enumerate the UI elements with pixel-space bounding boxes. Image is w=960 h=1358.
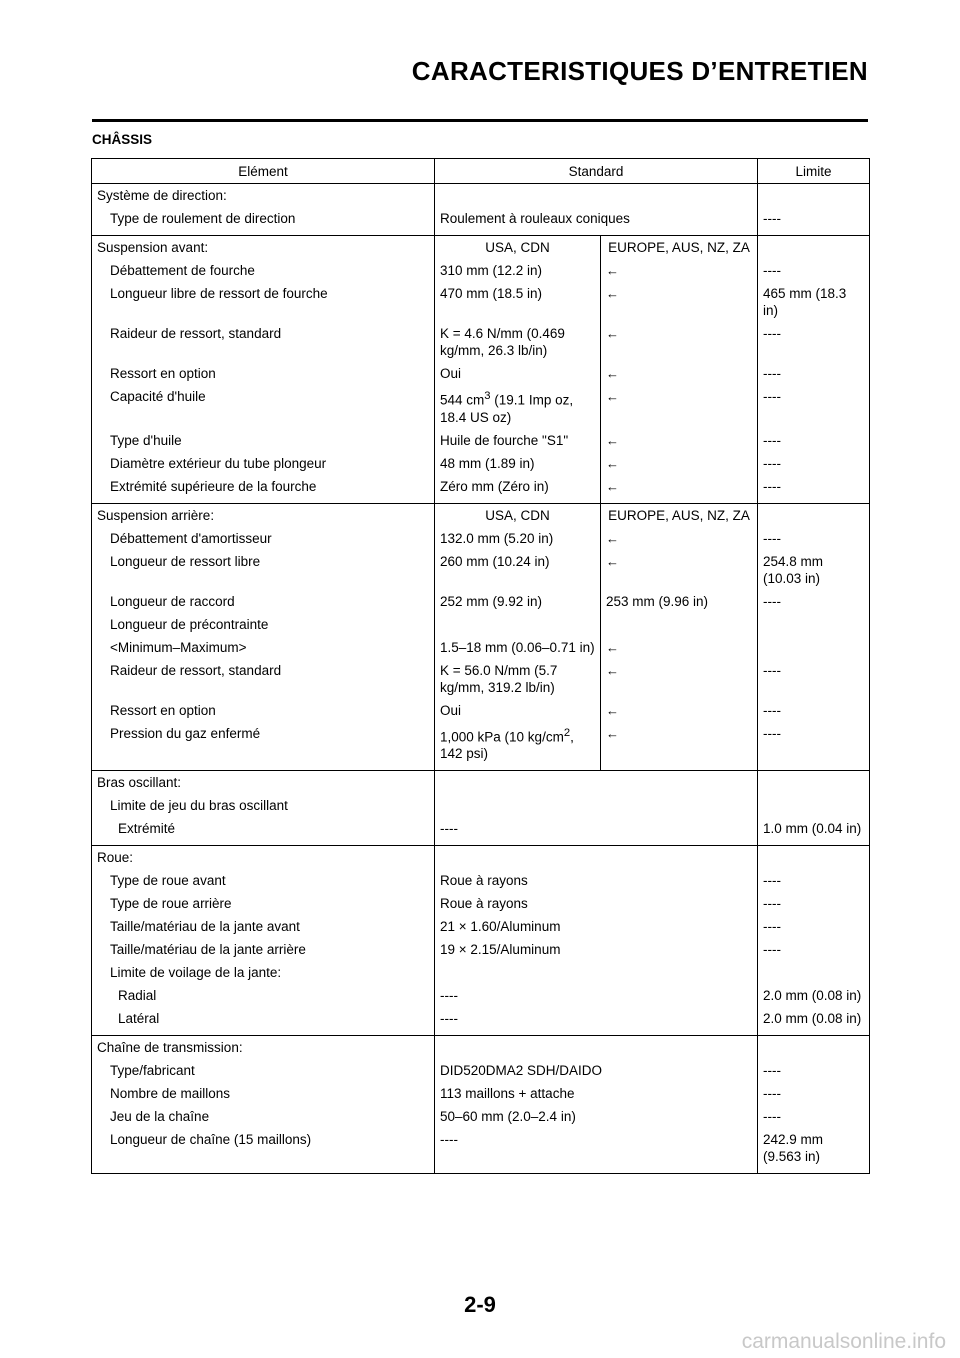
row-limit: ---- bbox=[758, 869, 870, 892]
table-row bbox=[92, 961, 870, 984]
row-limit: 2.0 mm (0.08 in) bbox=[758, 1007, 870, 1036]
row-label: Capacité d'huile bbox=[92, 385, 435, 429]
row-value-b: ← bbox=[601, 322, 758, 362]
row-label: Longueur de ressort libre bbox=[92, 550, 435, 590]
row-limit: 1.0 mm (0.04 in) bbox=[758, 817, 870, 846]
row-value-b: ← bbox=[601, 282, 758, 322]
row-value: ---- bbox=[435, 984, 758, 1007]
row-value-b: ← bbox=[601, 259, 758, 282]
row-value: Roue à rayons bbox=[435, 869, 758, 892]
row-value: 19 × 2.15/Aluminum bbox=[435, 938, 758, 961]
row-value: Roulement à rouleaux coniques bbox=[435, 207, 758, 236]
table-row bbox=[92, 385, 870, 429]
row-value-b: ← bbox=[601, 699, 758, 722]
row-value: Roue à rayons bbox=[435, 892, 758, 915]
row-label: Limite de jeu du bras oscillant bbox=[92, 794, 435, 817]
row-value-a: 310 mm (12.2 in) bbox=[435, 259, 601, 282]
row-value-b: ← bbox=[601, 475, 758, 504]
header-limit: Limite bbox=[758, 159, 870, 184]
table-row bbox=[92, 892, 870, 915]
group-wheel: Roue: bbox=[92, 846, 435, 870]
row-label: Latéral bbox=[92, 1007, 435, 1036]
table-row bbox=[92, 869, 870, 892]
row-value-b bbox=[601, 613, 758, 636]
row-label: Ressort en option bbox=[92, 699, 435, 722]
row-value-a bbox=[435, 613, 601, 636]
row-value-a: K = 4.6 N/mm (0.469 kg/mm, 26.3 lb/in) bbox=[435, 322, 601, 362]
row-limit: 242.9 mm (9.563 in) bbox=[758, 1128, 870, 1174]
row-label: Extrémité supérieure de la fourche bbox=[92, 475, 435, 504]
value-text: 544 cm bbox=[440, 392, 485, 408]
row-limit bbox=[758, 636, 870, 659]
row-label: Taille/matériau de la jante arrière bbox=[92, 938, 435, 961]
row-limit: ---- bbox=[758, 527, 870, 550]
row-value-b: 253 mm (9.96 in) bbox=[601, 590, 758, 613]
row-value-a: 470 mm (18.5 in) bbox=[435, 282, 601, 322]
row-value: ---- bbox=[435, 1007, 758, 1036]
table-row bbox=[92, 1059, 870, 1082]
row-value: ---- bbox=[435, 817, 758, 846]
row-value: 21 × 1.60/Aluminum bbox=[435, 915, 758, 938]
table-row bbox=[92, 1105, 870, 1128]
table-row bbox=[92, 699, 870, 722]
row-label: Taille/matériau de la jante avant bbox=[92, 915, 435, 938]
value-superscript: 2 bbox=[563, 726, 571, 739]
row-label: Type d'huile bbox=[92, 429, 435, 452]
table-row bbox=[92, 362, 870, 385]
group-swingarm: Bras oscillant: bbox=[92, 771, 435, 795]
table-row bbox=[92, 915, 870, 938]
row-value: DID520DMA2 SDH/DAIDO bbox=[435, 1059, 758, 1082]
col-usa-cdn: USA, CDN bbox=[435, 503, 601, 527]
row-value-a bbox=[435, 722, 601, 771]
table-row bbox=[92, 207, 870, 236]
row-limit: ---- bbox=[758, 385, 870, 429]
row-label: Jeu de la chaîne bbox=[92, 1105, 435, 1128]
row-limit: ---- bbox=[758, 475, 870, 504]
col-usa-cdn: USA, CDN bbox=[435, 236, 601, 260]
table-row bbox=[92, 550, 870, 590]
row-value-a: 132.0 mm (5.20 in) bbox=[435, 527, 601, 550]
row-label: Radial bbox=[92, 984, 435, 1007]
row-limit: ---- bbox=[758, 322, 870, 362]
row-value-b: ← bbox=[601, 636, 758, 659]
row-value: ---- bbox=[435, 1128, 758, 1174]
row-label: Raideur de ressort, standard bbox=[92, 659, 435, 699]
table-row bbox=[92, 984, 870, 1007]
row-label: <Minimum–Maximum> bbox=[92, 636, 435, 659]
row-label: Nombre de maillons bbox=[92, 1082, 435, 1105]
row-value-a: Huile de fourche "S1" bbox=[435, 429, 601, 452]
row-label: Extrémité bbox=[92, 817, 435, 846]
header-element: Elément bbox=[92, 159, 435, 184]
row-value-b: ← bbox=[601, 385, 758, 429]
table-row bbox=[92, 429, 870, 452]
table-row bbox=[92, 659, 870, 699]
row-value-b: ← bbox=[601, 362, 758, 385]
row-value-a: Oui bbox=[435, 362, 601, 385]
row-limit: ---- bbox=[758, 1105, 870, 1128]
table-row bbox=[92, 636, 870, 659]
row-label: Longueur libre de ressort de fourche bbox=[92, 282, 435, 322]
row-limit: ---- bbox=[758, 259, 870, 282]
watermark-text: carmanualsonline.info bbox=[741, 1330, 946, 1353]
row-value-b: ← bbox=[601, 659, 758, 699]
value-text: 1,000 kPa (10 kg/cm bbox=[440, 729, 564, 744]
row-value-a bbox=[435, 385, 601, 429]
table-row bbox=[92, 613, 870, 636]
row-limit: ---- bbox=[758, 1082, 870, 1105]
row-limit: ---- bbox=[758, 207, 870, 236]
row-value-a: Zéro mm (Zéro in) bbox=[435, 475, 601, 504]
table-row bbox=[92, 1007, 870, 1036]
row-label: Longueur de précontrainte bbox=[92, 613, 435, 636]
col-europe: EUROPE, AUS, NZ, ZA bbox=[601, 236, 758, 260]
page-title: CARACTERISTIQUES D’ENTRETIEN bbox=[411, 56, 868, 86]
row-value: 50–60 mm (2.0–2.4 in) bbox=[435, 1105, 758, 1128]
value-text-rest: , 142 psi) bbox=[440, 729, 574, 761]
row-value-b: ← bbox=[601, 527, 758, 550]
row-label: Longueur de raccord bbox=[92, 590, 435, 613]
row-value-b: ← bbox=[601, 722, 758, 771]
row-label: Ressort en option bbox=[92, 362, 435, 385]
row-label: Diamètre extérieur du tube plongeur bbox=[92, 452, 435, 475]
title-rule bbox=[92, 119, 868, 122]
row-limit: ---- bbox=[758, 362, 870, 385]
row-value-a: 1.5–18 mm (0.06–0.71 in) bbox=[435, 636, 601, 659]
header-standard: Standard bbox=[435, 159, 758, 184]
table-row bbox=[92, 1082, 870, 1105]
table-row bbox=[92, 1128, 870, 1174]
table-row bbox=[92, 322, 870, 362]
row-label: Type de roulement de direction bbox=[92, 207, 435, 236]
row-limit: ---- bbox=[758, 699, 870, 722]
row-label: Type de roue avant bbox=[92, 869, 435, 892]
row-limit: ---- bbox=[758, 915, 870, 938]
table-row bbox=[92, 475, 870, 504]
table-row bbox=[92, 817, 870, 846]
row-limit: ---- bbox=[758, 722, 870, 771]
page-number: 2-9 bbox=[464, 1292, 496, 1317]
group-chain: Chaîne de transmission: bbox=[92, 1036, 435, 1060]
row-value-b: ← bbox=[601, 550, 758, 590]
row-limit: ---- bbox=[758, 452, 870, 475]
row-value-a: 48 mm (1.89 in) bbox=[435, 452, 601, 475]
section-heading: CHÂSSIS bbox=[92, 132, 153, 147]
value-text-rest: (19.1 Imp oz, 18.4 US oz) bbox=[440, 392, 574, 425]
row-limit: ---- bbox=[758, 938, 870, 961]
table-row bbox=[92, 452, 870, 475]
value-superscript: 3 bbox=[484, 390, 491, 402]
row-value-a: K = 56.0 N/mm (5.7 kg/mm, 319.2 lb/in) bbox=[435, 659, 601, 699]
row-label: Débattement de fourche bbox=[92, 259, 435, 282]
table-header-row bbox=[92, 159, 870, 184]
row-limit: ---- bbox=[758, 590, 870, 613]
row-limit: ---- bbox=[758, 429, 870, 452]
row-limit: ---- bbox=[758, 892, 870, 915]
group-steering: Système de direction: bbox=[92, 184, 435, 208]
row-label: Longueur de chaîne (15 maillons) bbox=[92, 1128, 435, 1174]
col-europe: EUROPE, AUS, NZ, ZA bbox=[601, 503, 758, 527]
row-label: Limite de voilage de la jante: bbox=[92, 961, 435, 984]
row-limit: 465 mm (18.3 in) bbox=[758, 282, 870, 322]
table-row bbox=[92, 938, 870, 961]
row-value-b: ← bbox=[601, 429, 758, 452]
group-front-suspension: Suspension avant: bbox=[92, 236, 435, 260]
row-value-a: 252 mm (9.92 in) bbox=[435, 590, 601, 613]
table-row bbox=[92, 794, 870, 817]
row-limit: 2.0 mm (0.08 in) bbox=[758, 984, 870, 1007]
row-label: Débattement d'amortisseur bbox=[92, 527, 435, 550]
row-label: Raideur de ressort, standard bbox=[92, 322, 435, 362]
table-row bbox=[92, 590, 870, 613]
row-value: 113 maillons + attache bbox=[435, 1082, 758, 1105]
table-row bbox=[92, 527, 870, 550]
row-limit: ---- bbox=[758, 659, 870, 699]
table-row bbox=[92, 282, 870, 322]
row-value-b: ← bbox=[601, 452, 758, 475]
spec-table bbox=[91, 158, 870, 1174]
table-row bbox=[92, 722, 870, 771]
row-label: Pression du gaz enfermé bbox=[92, 722, 435, 771]
row-limit: 254.8 mm (10.03 in) bbox=[758, 550, 870, 590]
group-rear-suspension: Suspension arrière: bbox=[92, 503, 435, 527]
row-value-a: Oui bbox=[435, 699, 601, 722]
row-limit bbox=[758, 613, 870, 636]
row-value-a: 260 mm (10.24 in) bbox=[435, 550, 601, 590]
row-label: Type de roue arrière bbox=[92, 892, 435, 915]
row-limit: ---- bbox=[758, 1059, 870, 1082]
row-label: Type/fabricant bbox=[92, 1059, 435, 1082]
table-row bbox=[92, 259, 870, 282]
